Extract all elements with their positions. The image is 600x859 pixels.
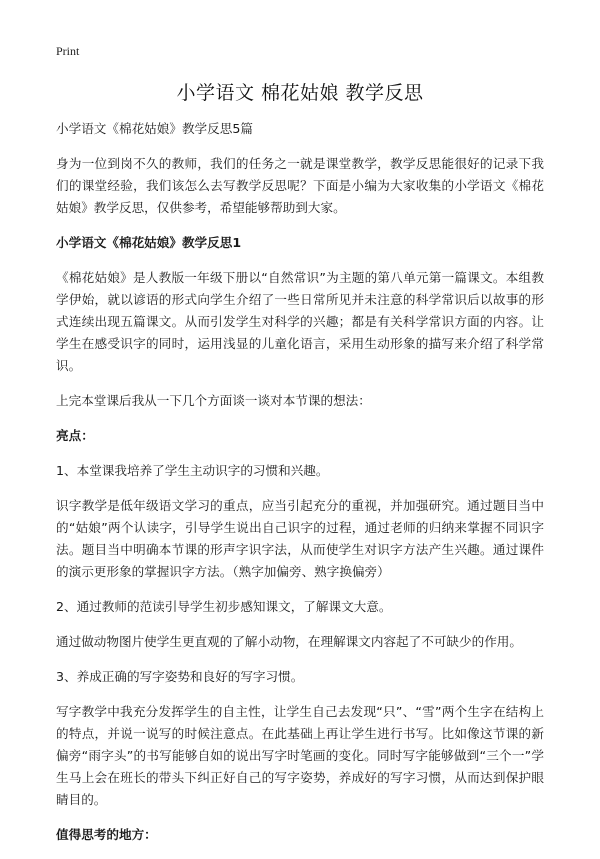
article-subtitle: 小学语文《棉花姑娘》教学反思5篇 <box>56 121 253 136</box>
point-body: 通过做动物图片使学生更直观的了解小动物，在理解课文内容起了不可缺少的作用。 <box>56 634 522 649</box>
point-title: 3、养成正确的写字姿势和良好的写字习惯。 <box>56 669 304 684</box>
point-title: 2、通过教师的范读引导学生初步感知课文，了解课文大意。 <box>56 599 392 614</box>
section-paragraph: 《棉花姑娘》是人教版一年级下册以“自然常识”为主题的第八单元第一篇课文。本组教学伊始，就以谚语的形式向学生介绍了一些日常所见并未注意的科学常识后以故事的形式连续出现五篇课文。从而引发学生对科学的兴趣；都是有关科学常识方面的内容。让学生在感受识字的同时，运用浅显的儿童化语言，采用生动形象的描写来介绍了科学常识。 <box>56 270 544 373</box>
section-heading: 小学语文《棉花姑娘》教学反思1 <box>56 235 242 250</box>
section-paragraph: 上完本堂课后我从一下几个方面谈一谈对本节课的想法： <box>56 393 371 408</box>
highlights-heading: 亮点： <box>56 428 94 443</box>
point-title: 1、本堂课我培养了学生主动识字的习惯和兴趣。 <box>56 463 329 478</box>
page-title: 小学语文 棉花姑娘 教学反思 <box>176 82 424 104</box>
intro-paragraph: 身为一位到岗不久的教师，我们的任务之一就是课堂教学，教学反思能很好的记录下我们的课堂经验，我们该怎么去写教学反思呢？下面是小编为大家收集的小学语文《棉花姑娘》教学反思，仅供参考，希望能够帮助到大家。 <box>56 156 544 215</box>
print-link[interactable]: Print <box>56 44 80 58</box>
reflection-heading: 值得思考的地方： <box>56 827 157 842</box>
point-body: 识字教学是低年级语文学习的重点，应当引起充分的重视，并加强研究。通过题目当中的“姑娘”两个认读字，引导学生说出自己识字的过程，通过老师的归纳来掌握不同识字法。题目当中明确本节课的形声字识字法，从而使学生对识字方法产生兴趣。通过课件的演示更形象的掌握识字方法。（熟字加偏旁、熟字换偏旁） <box>56 498 544 579</box>
point-body: 写字教学中我充分发挥学生的自主性，让学生自己去发现“只”、“雪”两个生字在结构上的特点，并说一说写的时候注意点。在此基础上再让学生进行书写。比如像这节课的新偏旁“雨字头”的书写能够自如的说出写字时笔画的变化。同时写字能够做到“三个一”学生马上会在班长的带头下纠正好自己的写字姿势，养成好的写字习惯，从而达到保护眼睛目的。 <box>56 704 544 807</box>
article-body <box>56 118 544 859</box>
